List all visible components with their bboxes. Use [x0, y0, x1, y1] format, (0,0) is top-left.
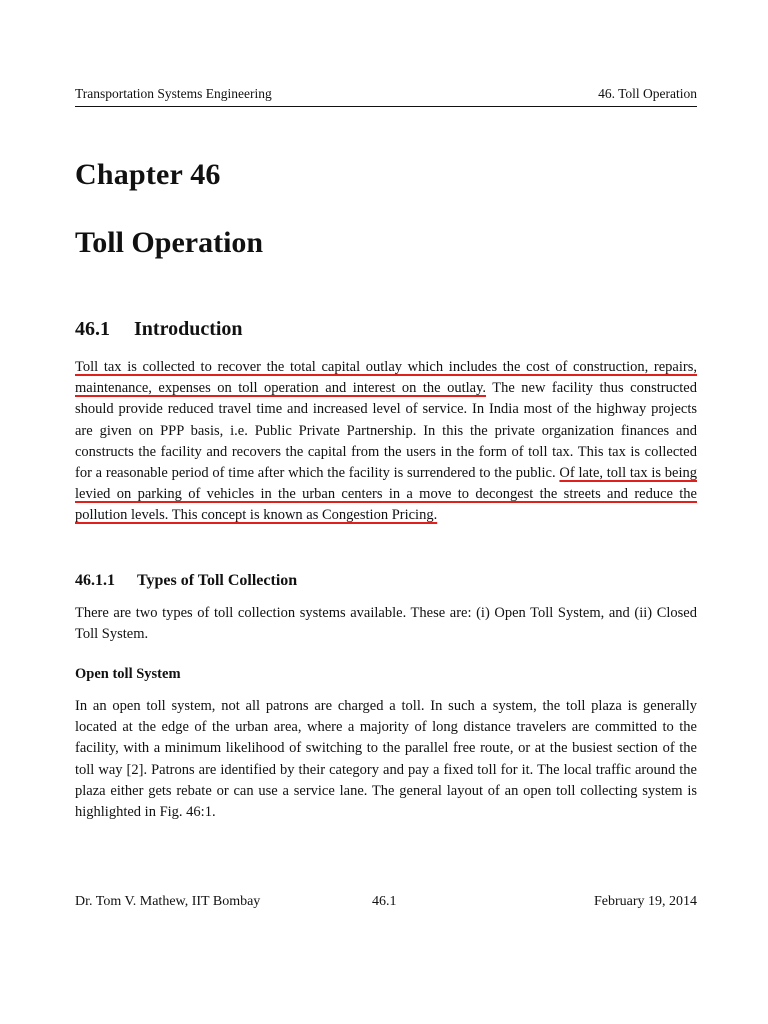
paragraph-heading: Open toll System: [75, 666, 181, 682]
section-heading: [75, 318, 243, 341]
subsection-number: 46.1.1: [75, 572, 115, 589]
body-text-span: The new facility thus constructed should provide reduced travel time and increased level of service. In India most of the highway projects are given on PPP basis, i.e. Public Private Partnership. In this the private organization finances and constructs the facility and recovers the capital from the users in the form of toll tax. This tax is collected for a reasonable period of time after which the facility is surrendered to the public.: [75, 380, 697, 482]
footer-author: Dr. Tom V. Mathew, IIT Bombay: [75, 894, 261, 909]
section-title: Introduction: [134, 318, 243, 340]
footer-date: February 19, 2014: [593, 894, 697, 909]
open-toll-paragraph: In an open toll system, not all patrons are charged a toll. In such a system, the toll plaza is generally located at the edge of the urban area, where a majority of long distance travelers are committed to the facility, with a minimum likelihood of switching to the parallel free route, or at the busiest section of the toll way [2]. Patrons are identified by their category and pay a fixed toll for it. The local traffic around the plaza either gets rebate or can use a service lane. The general layout of an open toll collecting system is highlighted in Fig. 46:1.: [75, 698, 697, 821]
header-book-title: Transportation Systems Engineering: [75, 86, 272, 101]
highlighted-text: Of late, toll tax is being levied on parking of vehicles in the urban centers in a move to decongest the streets and reduce the pollution levels. This concept is known as Congestion Pricing.: [75, 465, 697, 524]
intro-paragraph: [75, 357, 697, 527]
footer-page-number: 46.1: [372, 894, 397, 909]
highlighted-text: Toll tax is collected to recover the total capital outlay which includes the cost of construction, repairs, maintenance, expenses on toll operation and interest on the outlay.: [75, 359, 697, 397]
chapter-title: Toll Operation: [75, 226, 264, 259]
header-chapter-ref: 46. Toll Operation: [598, 86, 697, 101]
section-number: 46.1: [75, 318, 110, 340]
types-paragraph: There are two types of toll collection systems available. These are: (i) Open Toll System, and (ii) Closed Toll System.: [75, 605, 697, 643]
page-footer: [75, 894, 697, 910]
running-header: [75, 86, 697, 107]
subsection-heading: [75, 572, 297, 590]
chapter-label: Chapter 46: [75, 158, 221, 191]
subsection-title: Types of Toll Collection: [137, 572, 298, 589]
